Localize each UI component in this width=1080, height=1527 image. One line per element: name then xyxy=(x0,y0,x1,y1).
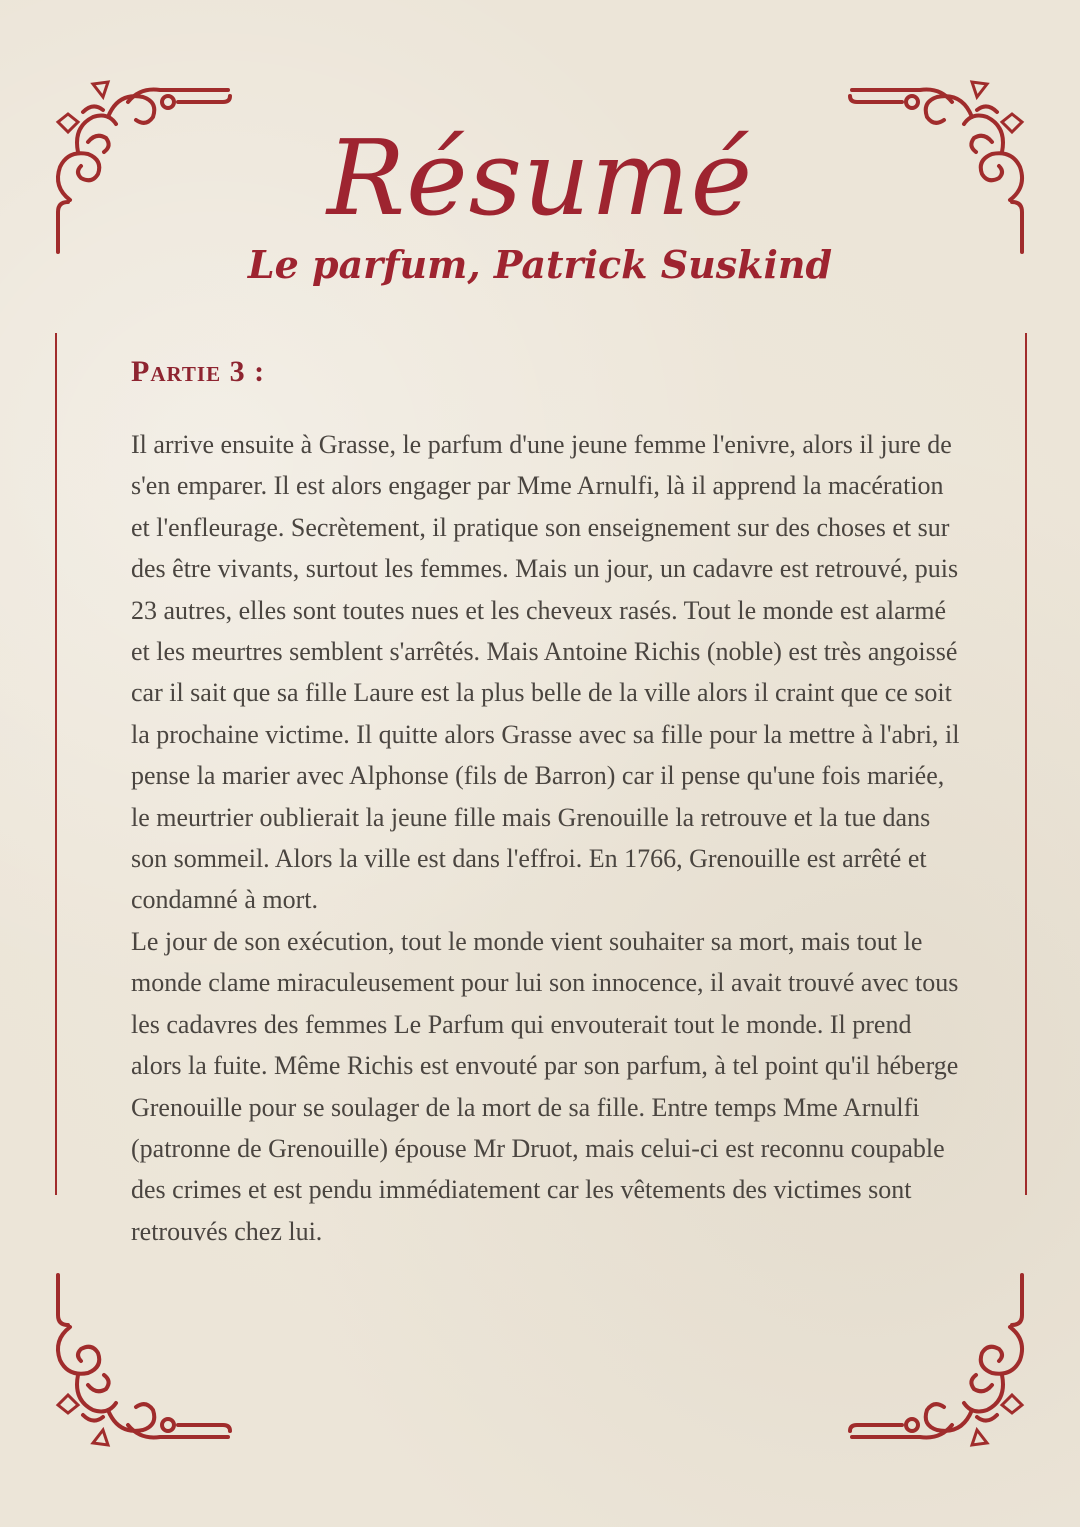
summary-paragraph: Le jour de son exécution, tout le monde vient souhaiter sa mort, mais tout le monde clame miraculeusement pour lui son innocence, il avait trouvé avec tous les cadavres des femmes Le Parfum qui envouterait tout le monde. Il prend alors la fuite. Même Richis est envouté par son parfum, à tel point qu'il héberge Grenouille pour se soulager de la mort de sa fille. Entre temps Mme Arnulfi (patronne de Grenouille) épouse Mr Druot, mais celui-ci est reconnu coupable des crimes et est pendu immédiatement car les vêtements des victimes sont retrouvés chez lui. xyxy=(131,926,959,1246)
summary-body xyxy=(131,424,961,1252)
right-border-rule xyxy=(1025,333,1027,1195)
left-border-rule xyxy=(55,333,57,1195)
corner-flourish-icon xyxy=(48,1265,238,1455)
section-heading: Partie 3 : xyxy=(131,355,266,388)
corner-flourish-icon xyxy=(842,1265,1032,1455)
page-subtitle: Le parfum, Patrick Suskind xyxy=(247,242,833,287)
page-title: Résumé xyxy=(326,117,754,239)
summary-paragraph: Il arrive ensuite à Grasse, le parfum d'une jeune femme l'enivre, alors il jure de s'en emparer. Il est alors engager par Mme Arnulfi, là il apprend la macération et l'enfleurage. Secrètement, il pratique son enseignement sur des choses et sur des être vivants, surtout les femmes. Mais un jour, un cadavre est retrouvé, puis 23 autres, elles sont toutes nues et les cheveux rasés. Tout le monde est alarmé et les meurtres semblent s'arrêtés. Mais Antoine Richis (noble) est très angoissé car il sait que sa fille Laure est la plus belle de la ville alors il craint que ce soit la prochaine victime. Il quitte alors Grasse avec sa fille pour la mettre à l'abri, il pense la marier avec Alphonse (fils de Barron) car il pense qu'une fois mariée, le meurtrier oublierait la jeune fille mais Grenouille la retrouve et la tue dans son sommeil. Alors la ville est dans l'effroi. En 1766, Grenouille est arrêté et condamné à mort. xyxy=(131,430,960,915)
